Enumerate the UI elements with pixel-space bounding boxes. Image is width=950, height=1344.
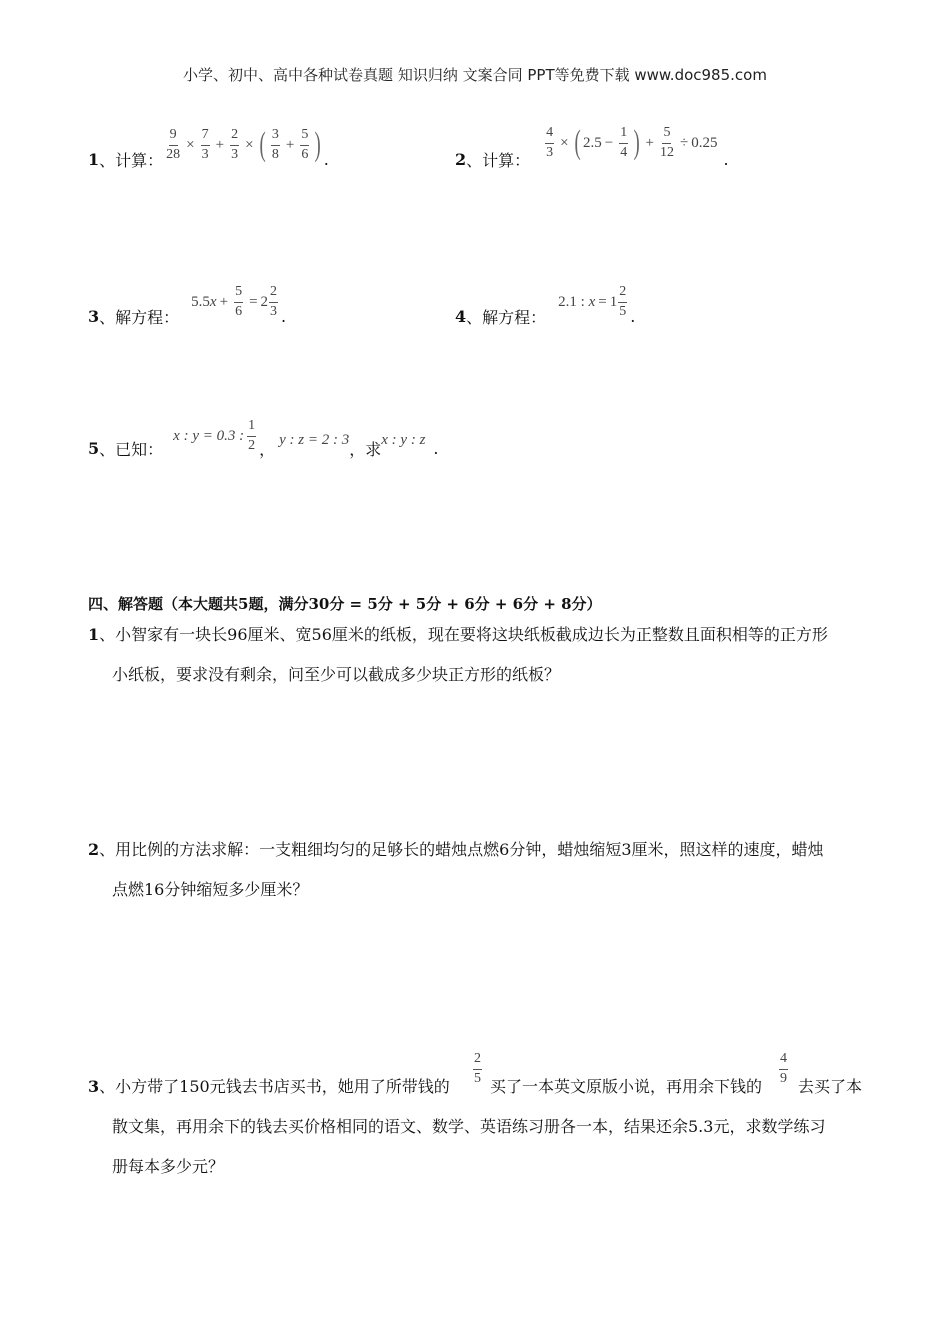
item-sep: 、 — [99, 1077, 116, 1096]
expression-4: 2.1 : x = 1 $\frac{2}{5}$ — [558, 283, 627, 319]
calc-item-2 — [455, 124, 729, 182]
calc-item-1 — [88, 126, 329, 182]
fraction: $\frac{4}{3}$ — [546, 124, 554, 160]
item-number: 2 — [455, 149, 467, 169]
item-number: 5 — [88, 438, 100, 458]
calc-item-5 — [88, 417, 439, 471]
expression-5c: x : y : z — [381, 431, 426, 448]
item-number: 3 — [88, 306, 100, 326]
item-number: 3 — [88, 1077, 100, 1096]
fraction-4-9 — [776, 1052, 791, 1086]
item-sep: 、 — [466, 307, 483, 327]
problem-text: 用比例的方法求解：一支粗细均匀的足够长的蜡烛点燃6分钟，蜡烛缩短3厘米，照这样的速度，蜡烛 — [115, 840, 824, 859]
fraction-2-5 — [470, 1052, 485, 1086]
problem-3-line2: 散文集，再用余下的钱去买价格相同的语文、数学、英语练习册各一本，结果还余5.3元，求数学练习 — [112, 1117, 826, 1136]
item-label: 解方程： — [482, 307, 547, 327]
comma: ， — [259, 439, 276, 459]
item-sep: 、 — [99, 307, 116, 327]
problem-2 — [88, 842, 824, 858]
problem-1-line2: 小纸板，要求没有剩余，问至少可以截成多少块正方形的纸板？ — [112, 665, 561, 684]
fraction: $\frac{9}{28}$ — [166, 126, 181, 162]
fraction: $\frac{4}{9}$ — [780, 1051, 787, 1086]
fraction: $\frac{3}{8}$ — [271, 126, 279, 162]
item-end: . — [323, 149, 329, 169]
calc-item-3 — [88, 283, 287, 339]
left-paren: ( — [574, 124, 581, 161]
item-number: 1 — [88, 625, 100, 644]
item-sep: 、 — [99, 150, 116, 170]
section-heading: 四、解答题（本大题共5题，满分30分 = 5分 + 5分 + 6分 + 6分 + 8分） — [88, 595, 602, 613]
fraction: $\frac{1}{4}$ — [620, 124, 628, 160]
problem-2-line2: 点燃16分钟缩短多少厘米？ — [112, 880, 309, 899]
item-sep: 、 — [99, 840, 116, 859]
page-header: 小学、初中、高中各种试卷真题 知识归纳 文案合同 PPT等免费下载 www.doc985.com — [183, 66, 767, 84]
problem-3-part2: 买了一本英文原版小说，再用余下钱的 — [490, 1077, 763, 1096]
fraction: $\frac{5}{6}$ — [235, 283, 243, 319]
ask-label: 求 — [365, 439, 382, 459]
expression-1: $\frac{9}{28}$ × $\frac{7}{3}$ + $\frac{2}{3}$ × ( $\frac{3}{8}$ + $\frac{5}{6}$ ) — [166, 126, 322, 163]
comma: ， — [349, 439, 366, 459]
calc-item-4 — [455, 283, 636, 339]
left-paren: ( — [259, 126, 266, 163]
item-number: 1 — [88, 149, 100, 169]
problem-text: 小方带了150元钱去书店买书，她用了所带钱的 — [115, 1077, 450, 1096]
item-label: 计算： — [115, 150, 164, 170]
item-label: 解方程： — [115, 307, 180, 327]
item-sep: 、 — [466, 150, 483, 170]
right-paren: ) — [633, 124, 640, 161]
fraction: $\frac{5}{6}$ — [301, 126, 309, 162]
fraction: $\frac{2}{5}$ — [619, 283, 627, 319]
expression-5b: y : z = 2 : 3 — [279, 431, 350, 448]
item-end: . — [723, 149, 729, 169]
fraction: $\frac{2}{5}$ — [474, 1051, 481, 1086]
item-sep: 、 — [99, 625, 116, 644]
problem-1 — [88, 627, 828, 643]
item-end: . — [433, 438, 439, 458]
problem-3-part3: 去买了本 — [798, 1077, 863, 1096]
problem-text: 小智家有一块长96厘米、宽56厘米的纸板，现在要将这块纸板截成边长为正整数且面积相等的正方形 — [115, 625, 828, 644]
item-end: . — [281, 306, 287, 326]
problem-3 — [88, 1079, 450, 1095]
expression-5: x : y = 0.3 : $\frac{1}{2}$ — [173, 417, 256, 453]
fraction: $\frac{5}{12}$ — [659, 124, 674, 160]
expression-2: $\frac{4}{3}$ × ( 2.5 − $\frac{1}{4}$ ) + $\frac{5}{12}$ ÷ 0.25 — [546, 124, 718, 161]
item-label: 已知： — [115, 439, 164, 459]
problem-3-line3: 册每本多少元？ — [112, 1157, 225, 1176]
item-label: 计算： — [482, 150, 531, 170]
item-sep: 、 — [99, 439, 116, 459]
item-number: 2 — [88, 840, 100, 859]
item-number: 4 — [455, 306, 467, 326]
right-paren: ) — [314, 126, 322, 163]
expression-3: 5.5 x + $\frac{5}{6}$ = 2 $\frac{2}{3}$ — [191, 283, 278, 319]
item-end: . — [630, 306, 636, 326]
fraction: $\frac{2}{3}$ — [270, 283, 278, 319]
fraction: $\frac{2}{3}$ — [231, 126, 239, 162]
fraction: $\frac{7}{3}$ — [201, 126, 209, 162]
fraction: $\frac{1}{2}$ — [248, 417, 256, 453]
